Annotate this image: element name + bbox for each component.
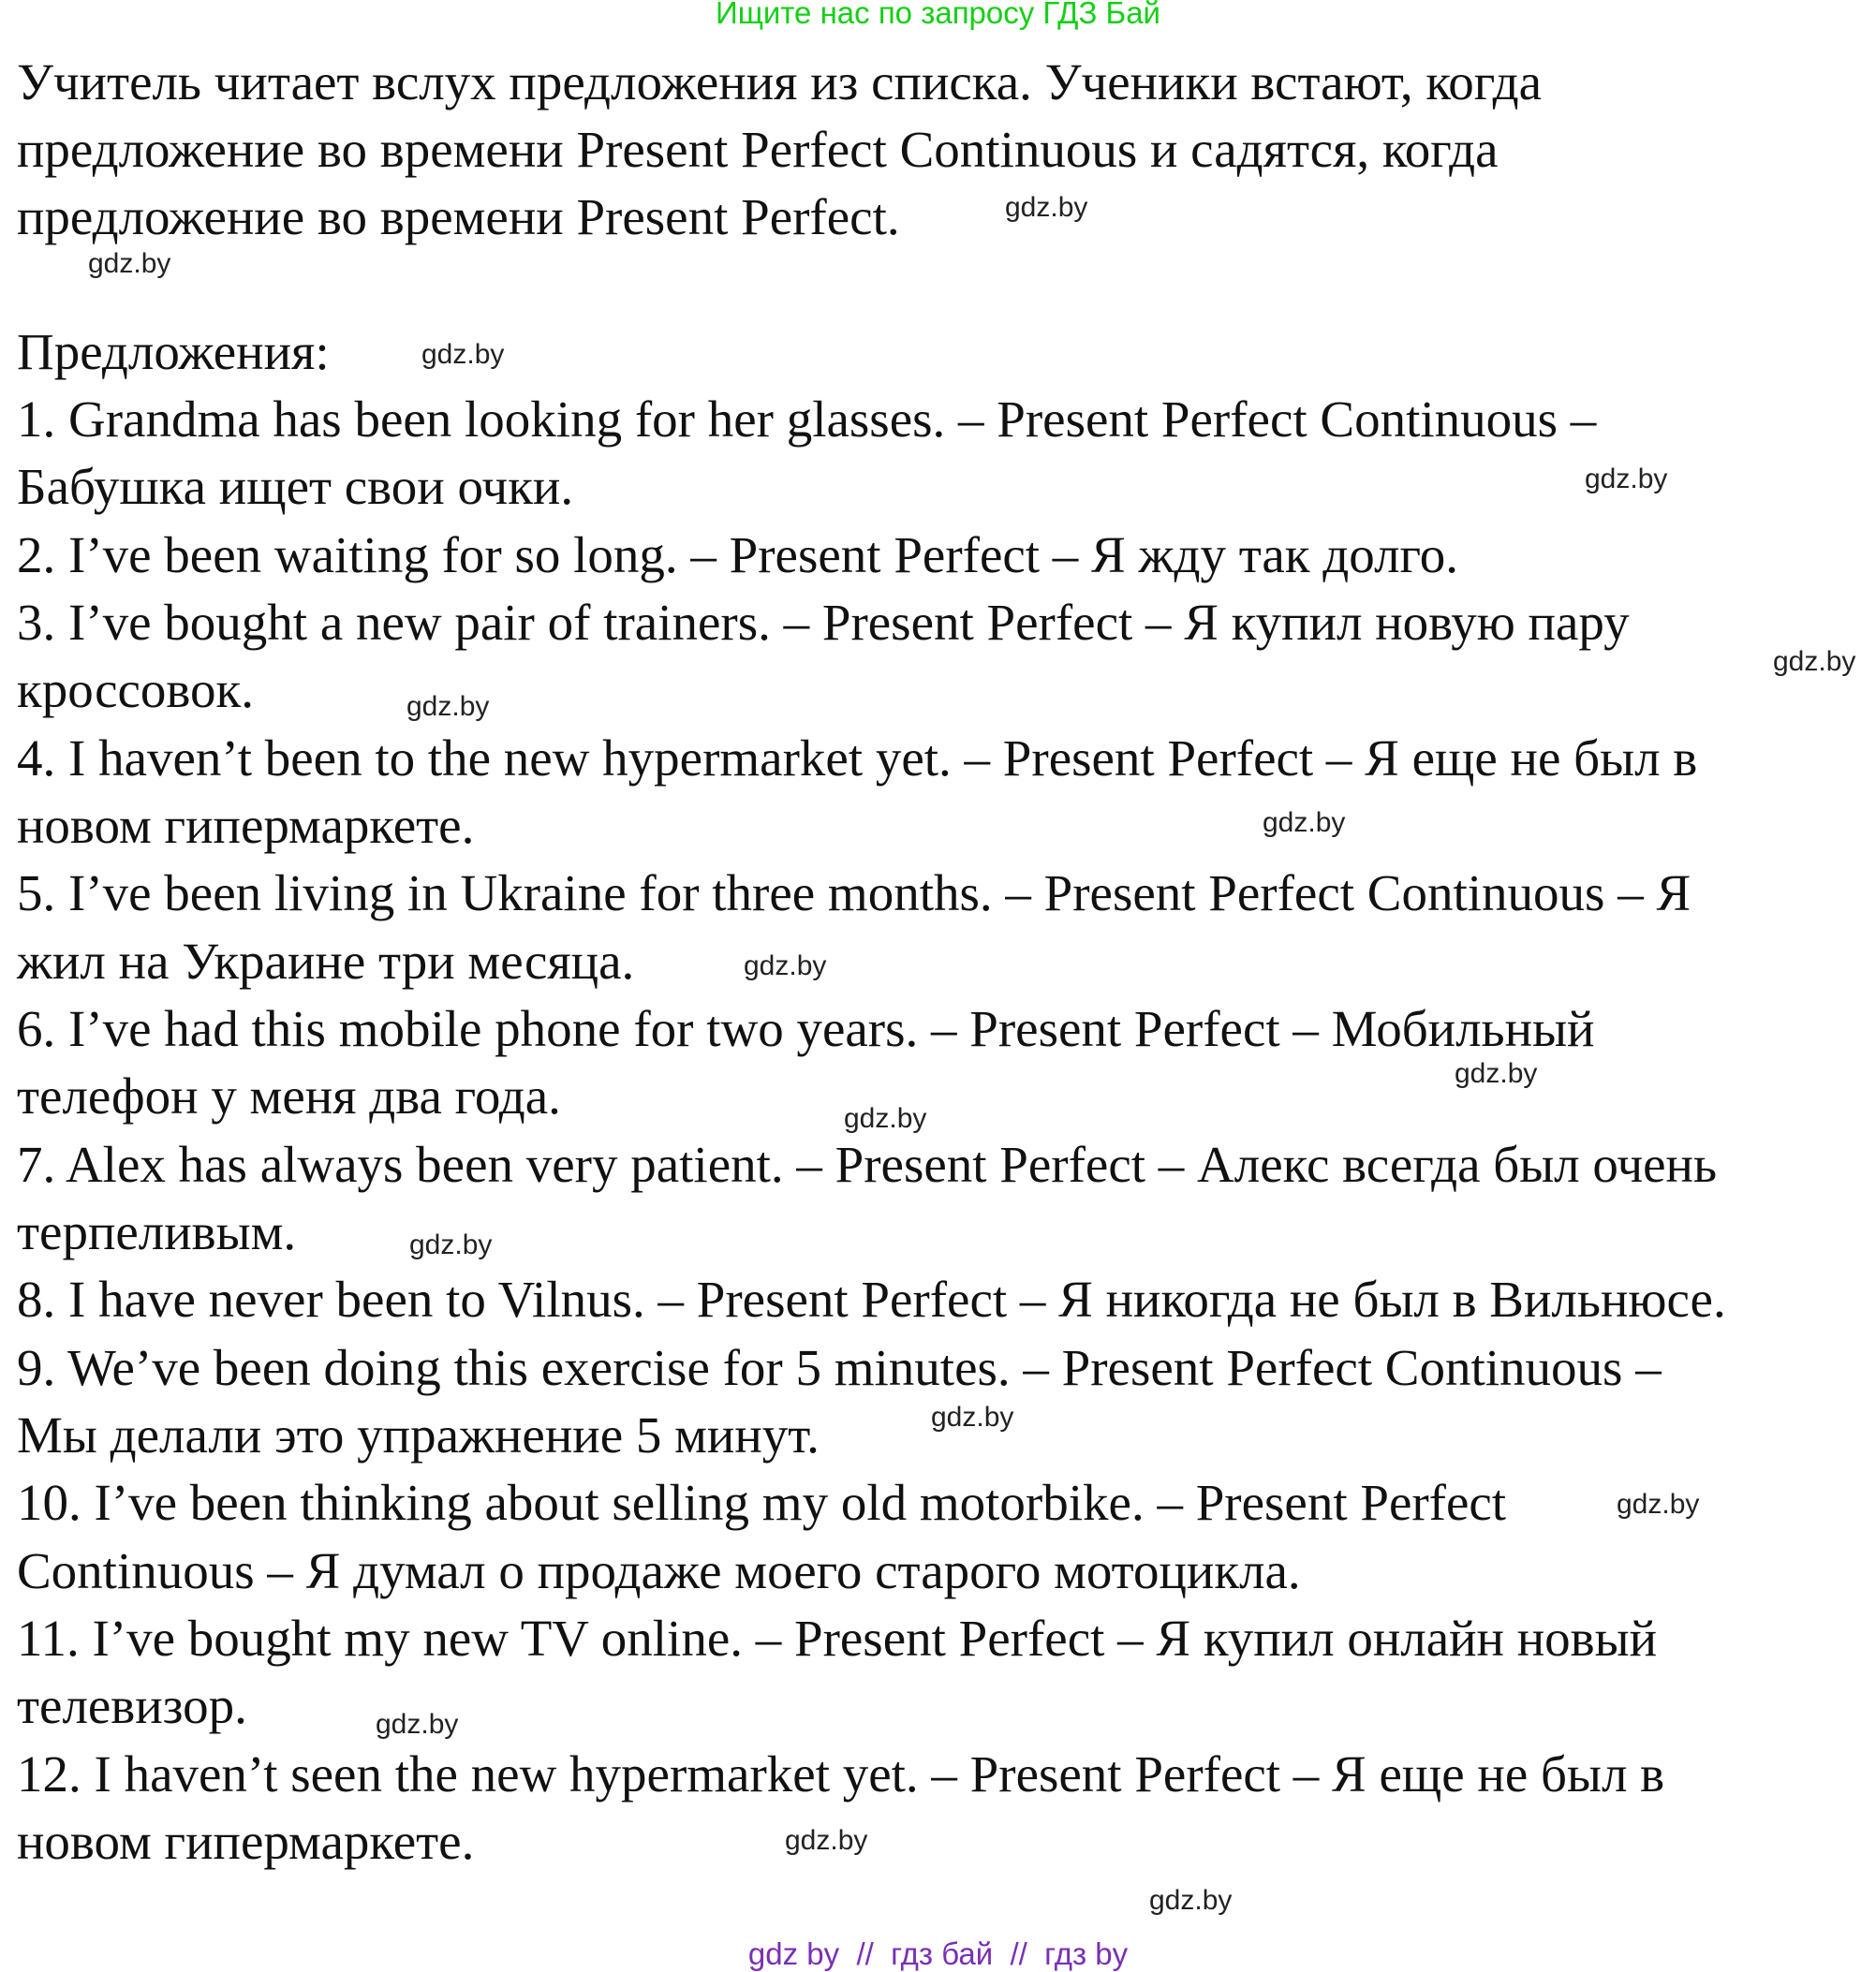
sentence-line: 6. I’ve had this mobile phone for two years. – Present Perfect – Мобильный [17, 1000, 1595, 1057]
footer-links: gdz by // гдз бай // гдз by [747, 1936, 1129, 1971]
sentence-line: Бабушка ищет свои очки. [17, 458, 574, 515]
sentence-line: Мы делали это упражнение 5 минут. [17, 1406, 820, 1464]
sentence-line: 5. I’ve been living in Ukraine for three months. – Present Perfect Continuous – Я [17, 864, 1691, 921]
intro-line: Учитель читает вслух предложения из списка. Ученики встают, когда [17, 53, 1542, 110]
watermark: gdz.by [1149, 1885, 1233, 1916]
sentence-line: новом гипермаркете. [17, 1813, 475, 1870]
watermark: gdz.by [421, 339, 505, 370]
sentence-line: 4. I haven’t been to the new hypermarket yet. – Present Perfect – Я еще не был в [17, 729, 1698, 787]
watermark: gdz.by [1263, 807, 1346, 838]
sentence-line: новом гипермаркете. [17, 797, 475, 854]
sentence-line: 8. I have never been to Vilnus. – Present Perfect – Я никогда не был в Вильнюсе. [17, 1271, 1726, 1328]
watermark: gdz.by [744, 950, 827, 981]
sentence-line: 2. I’ve been waiting for so long. – Present Perfect – Я жду так долго. [17, 526, 1458, 583]
search-banner: Ищите нас по запросу ГДЗ Бай [716, 0, 1160, 30]
sentence-line: 12. I haven’t seen the new hypermarket yet. – Present Perfect – Я еще не был в [17, 1745, 1665, 1803]
watermark: gdz.by [1585, 464, 1668, 494]
sentence-line: 9. We’ve been doing this exercise for 5 minutes. – Present Perfect Continuous – [17, 1339, 1662, 1396]
sentence-line: 1. Grandma has been looking for her glasses. – Present Perfect Continuous – [17, 390, 1597, 448]
sentence-line: терпеливым. [17, 1203, 297, 1260]
watermark: gdz.by [1773, 646, 1856, 677]
watermark: gdz.by [844, 1103, 927, 1134]
watermark: gdz.by [1005, 192, 1088, 223]
sentence-line: 11. I’ve bought my new TV online. – Present Perfect – Я купил онлайн новый [17, 1610, 1658, 1667]
sentence-line: Continuous – Я думал о продаже моего старого мотоцикла. [17, 1542, 1301, 1599]
intro-line: предложение во времени Present Perfect Continuous и садятся, когда [17, 121, 1499, 178]
watermark: gdz.by [406, 691, 490, 722]
sentence-line: 7. Alex has always been very patient. – Present Perfect – Алекс всегда был очень [17, 1136, 1718, 1193]
sentence-line: жил на Украине три месяца. [17, 933, 635, 990]
watermark: gdz.by [88, 248, 171, 279]
intro-line: предложение во времени Present Perfect. [17, 188, 900, 245]
sentence-line: 10. I’ve been thinking about selling my old motorbike. – Present Perfect [17, 1474, 1507, 1531]
watermark: gdz.by [931, 1402, 1014, 1433]
sentences-heading: Предложения: [17, 323, 330, 380]
watermark: gdz.by [1617, 1489, 1700, 1520]
sentence-line: телевизор. [17, 1677, 247, 1734]
watermark: gdz.by [376, 1709, 459, 1740]
watermark: gdz.by [1455, 1058, 1538, 1089]
sentence-line: телефон у меня два года. [17, 1067, 561, 1125]
sentence-line: кроссовок. [17, 661, 254, 718]
watermark: gdz.by [785, 1825, 868, 1856]
sentence-line: 3. I’ve bought a new pair of trainers. – Present Perfect – Я купил новую пару [17, 594, 1630, 651]
watermark: gdz.by [409, 1229, 493, 1260]
